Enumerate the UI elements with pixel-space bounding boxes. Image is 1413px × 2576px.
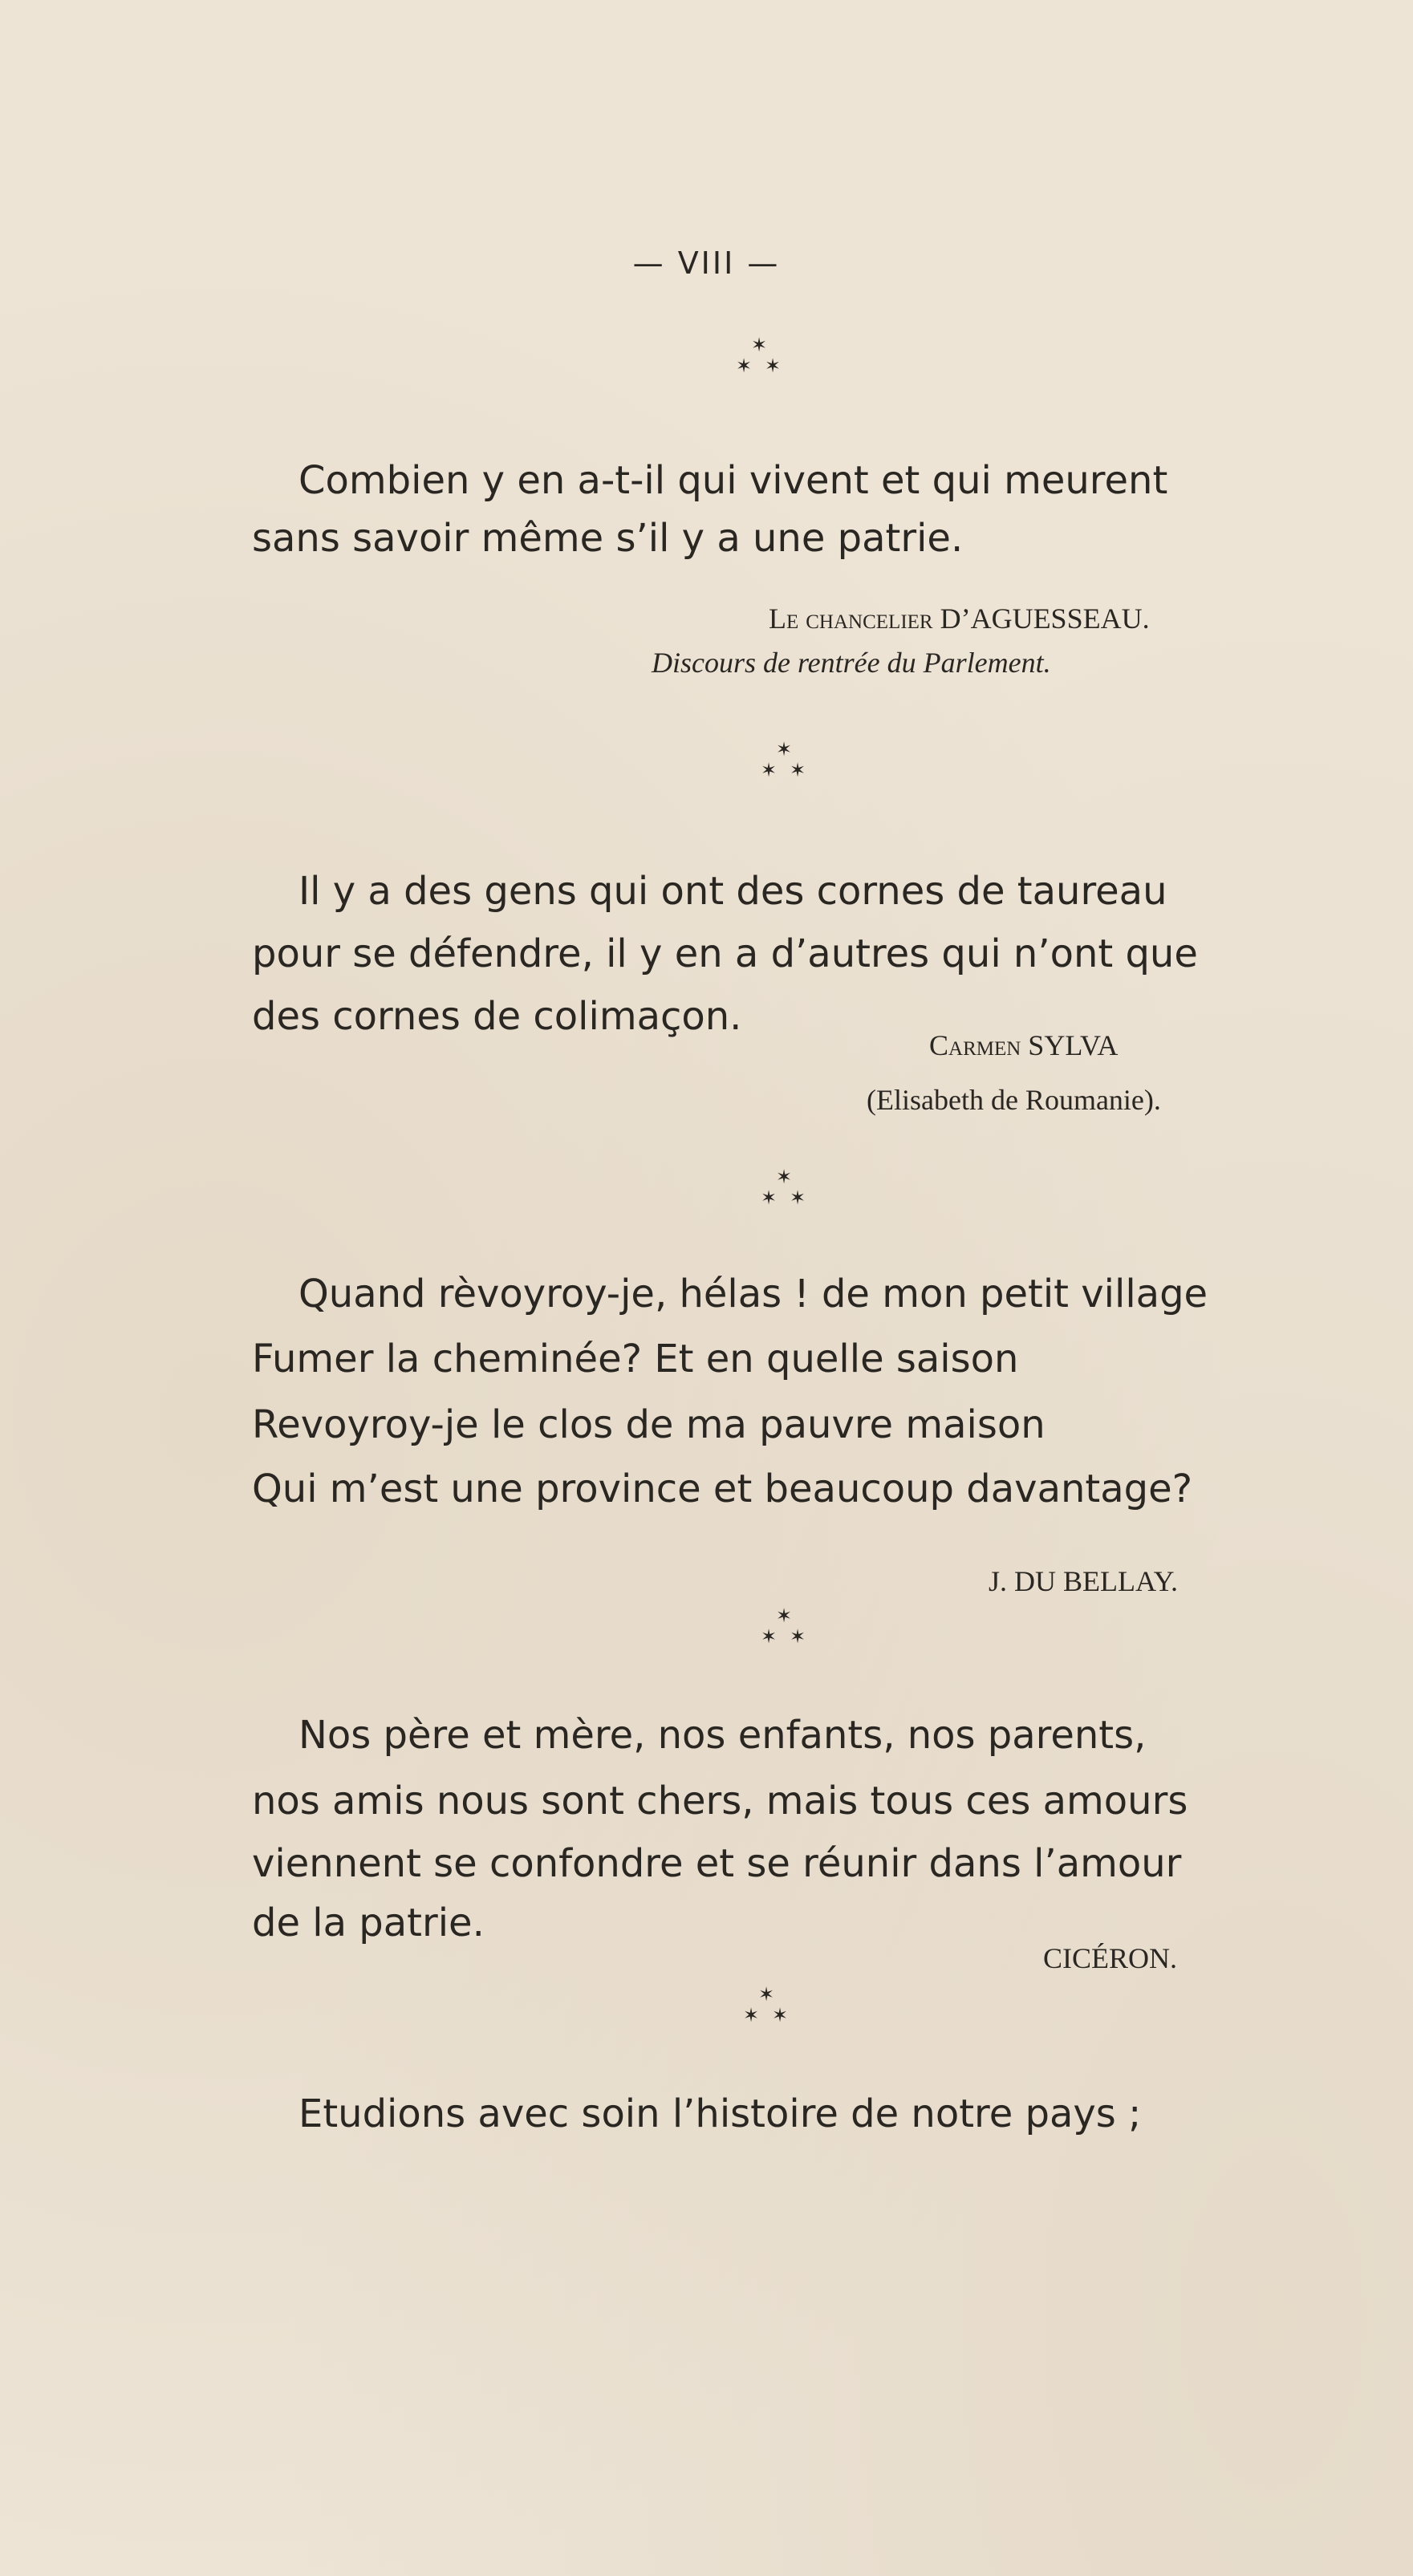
star-icon: ✶ <box>736 355 753 377</box>
asterism-separator <box>761 1606 809 1654</box>
quote-author: CICÉRON. <box>1043 1942 1178 1974</box>
quote-line: viennent se confondre et se réunir dans l’amour <box>252 1841 1182 1886</box>
star-icon: ✶ <box>743 2004 760 2026</box>
quote-author: Le chancelier D’AGUESSEAU. <box>769 602 1150 635</box>
star-icon: ✶ <box>776 738 793 761</box>
quote-author: J. DU BELLAY. <box>989 1565 1179 1597</box>
star-icon: ✶ <box>761 759 778 781</box>
quote-source: Discours de rentrée du Parlement. <box>652 647 1051 679</box>
quote-line: Nos père et mère, nos enfants, nos parents, <box>298 1713 1147 1758</box>
quote-line: Quand rèvoyroy-je, hélas ! de mon petit village <box>298 1272 1208 1316</box>
star-icon: ✶ <box>772 2004 789 2026</box>
quote-line: de la patrie. <box>252 1901 485 1945</box>
star-icon: ✶ <box>761 1625 778 1648</box>
asterism-separator <box>743 1985 791 2033</box>
star-icon: ✶ <box>776 1604 793 1627</box>
quote-source: (Elisabeth de Roumanie). <box>867 1084 1161 1116</box>
star-icon: ✶ <box>751 334 768 356</box>
quote-line: Combien y en a-t-il qui vivent et qui meurent <box>298 458 1168 503</box>
quote-line: Fumer la cheminée? Et en quelle saison <box>252 1337 1019 1381</box>
quote-line: Qui m’est une province et beaucoup davantage? <box>252 1466 1193 1511</box>
star-icon: ✶ <box>790 759 806 781</box>
quote-line: pour se défendre, il y en a d’autres qui n’ont que <box>252 931 1198 976</box>
page-number: — VIII — <box>632 245 781 281</box>
asterism-separator <box>736 335 784 383</box>
quote-line: Etudions avec soin l’histoire de notre pays ; <box>298 2091 1142 2136</box>
star-icon: ✶ <box>776 1166 793 1188</box>
quote-line: Il y a des gens qui ont des cornes de taureau <box>298 869 1167 914</box>
star-icon: ✶ <box>765 355 782 377</box>
quote-line: sans savoir même s’il y a une patrie. <box>252 516 964 561</box>
star-icon: ✶ <box>761 1187 778 1209</box>
star-icon: ✶ <box>790 1625 806 1648</box>
quote-author: Carmen SYLVA <box>929 1029 1119 1061</box>
quote-line: nos amis nous sont chers, mais tous ces amours <box>252 1779 1188 1823</box>
asterism-separator <box>761 740 809 788</box>
quote-line: des cornes de colimaçon. <box>252 994 742 1039</box>
star-icon: ✶ <box>790 1187 806 1209</box>
star-icon: ✶ <box>758 1983 775 2006</box>
asterism-separator <box>761 1167 809 1215</box>
quote-line: Revoyroy-je le clos de ma pauvre maison <box>252 1402 1046 1447</box>
